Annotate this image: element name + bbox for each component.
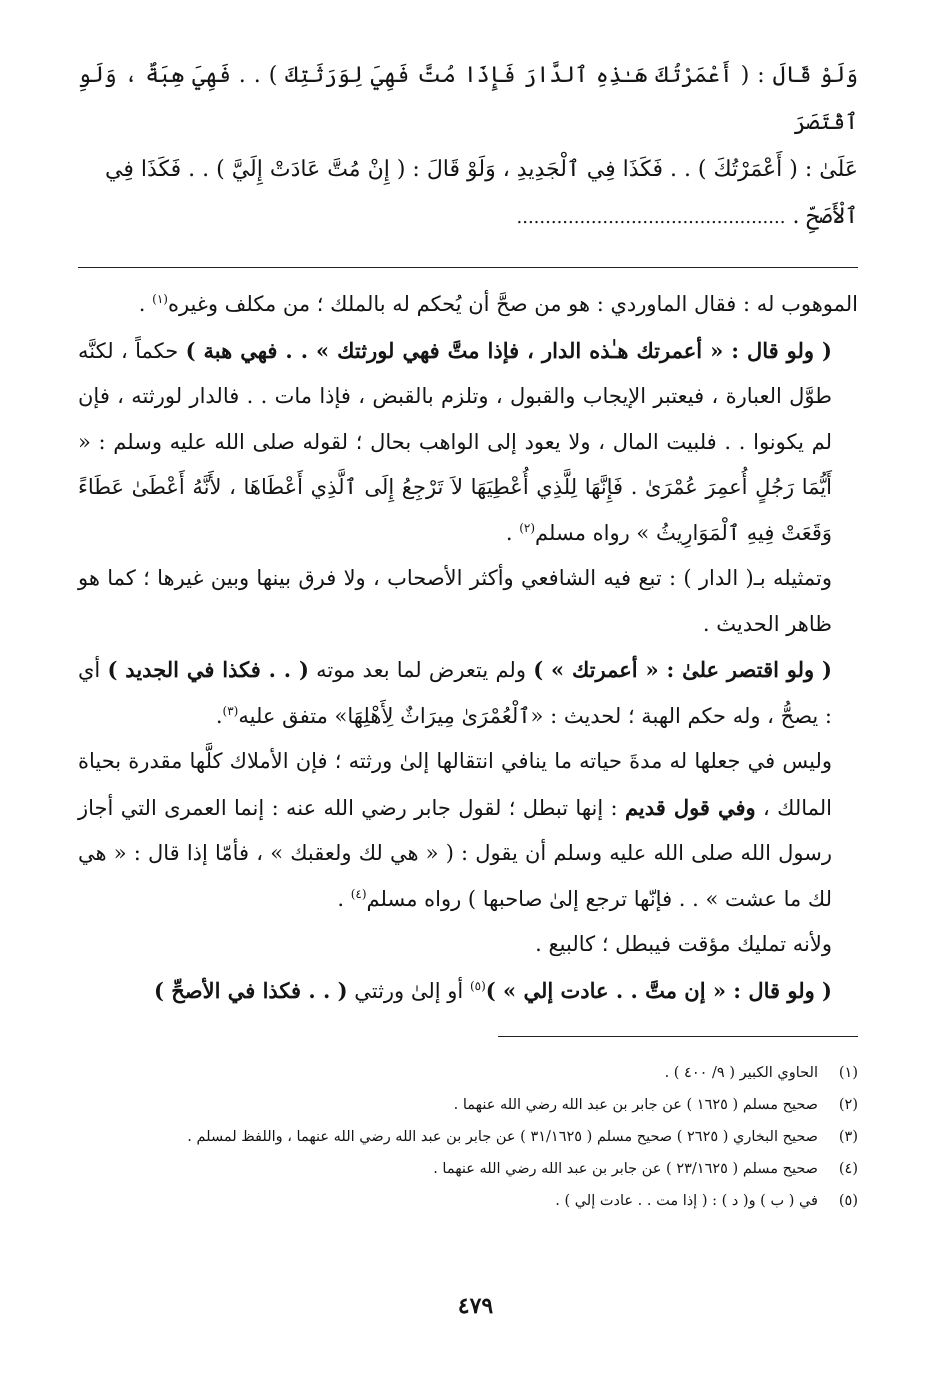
sharh-paragraph-3: وتمثيله بـ( الدار ) : تبع فيه الشافعي وأكثر الأصحاب ، ولا فرق بينها وبين غيرها ؛ كما هو ظاهر الحديث . bbox=[78, 566, 832, 636]
footnote-text: صحيح البخاري ( ٢٦٢٥ ) صحيح مسلم ( ٣١/١٦٢٥ ) عن جابر بن عبد الله رضي الله عنهما ، واللفظ لمسلم . bbox=[187, 1129, 818, 1145]
footnote-item bbox=[78, 1057, 858, 1089]
sharh-paragraph-1 bbox=[78, 282, 858, 328]
sharh-p5-end: . bbox=[337, 886, 351, 911]
sharh-paragraph-5 bbox=[78, 739, 858, 922]
footnotes bbox=[78, 1057, 858, 1217]
sharh-p7-bold-b: ( . . فكذا في الأصحِّ ) bbox=[153, 977, 348, 1003]
footnote-ref-2: (٢) bbox=[519, 520, 536, 535]
sharh-p4-rest: أي : يصحُّ ، وله حكم الهبة ؛ لحديث : «ٱلْعُمْرَىٰ مِيرَاثٌ لِأَهْلِهَا» متفق عليه bbox=[78, 658, 832, 728]
footnote-number: (٤) bbox=[838, 1161, 858, 1177]
matn-dots: ............................................... bbox=[516, 207, 786, 228]
footnote-item bbox=[78, 1089, 858, 1121]
sharh-p4-bold-a: ( ولو اقتصر علىٰ : « أعمرتك » ) bbox=[533, 657, 832, 682]
footnote-item bbox=[78, 1185, 858, 1217]
footnote-item bbox=[78, 1153, 858, 1185]
sharh-p1-end: . bbox=[138, 292, 153, 316]
sharh-p5-bold: وفي قول قديم bbox=[624, 794, 756, 820]
footnote-ref-5: (٥) bbox=[469, 978, 486, 993]
sharh-p2-end: . bbox=[505, 520, 520, 545]
sharh-p2-bold: ( ولو قال : « أعمرتك هـٰذه الدار ، فإذا متَّ فهي لورثتك » . . فهي هبة ) bbox=[185, 337, 832, 363]
sharh-p4-bold-b: ( . . فكذا في الجديد ) bbox=[107, 657, 309, 682]
sharh-paragraph-7 bbox=[78, 968, 858, 1015]
sharh-p4-end: . bbox=[215, 703, 223, 728]
matn-line-3-text: ٱلْأَصَحِّ . bbox=[792, 204, 858, 229]
sharh-paragraph-4 bbox=[78, 647, 858, 739]
footnote-text: صحيح مسلم ( ٢٣/١٦٢٥ ) عن جابر بن عبد الله رضي الله عنهما . bbox=[433, 1161, 818, 1177]
footnote-number: (٥) bbox=[838, 1193, 858, 1209]
matn-divider bbox=[78, 267, 858, 268]
footnote-item bbox=[78, 1121, 858, 1153]
sharh-p2-rest: حكماً ، لكنَّه طوَّل العبارة ، فيعتبر الإيجاب والقبول ، وتلزم بالقبض ، فإذا مات . . فالدار لورثته ، فإن لم يكونوا . . فلبيت المال ، ولا يعود إلى الواهب بحال ؛ لقوله صلى الله عليه وسلم : « أَيُّمَا رَجُلٍ أُعمِرَ عُمْرَىٰ . فَإِنَّهَا لِلَّذِي أُعْطِيَهَا لاَ تَرْجِعُ إِلَى ٱلَّذِي أَعْطَاهَا ، لأَنَّهُ أَعْطَىٰ عَطَاءً وَقَعَتْ فِيهِ ٱلْمَوَارِيثُ » رواه مسلم bbox=[78, 338, 832, 545]
matn-line-2: عَلَىٰ : ( أَعْمَرْتُكَ ) . . فَكَذَا فِي ٱلْجَدِيدِ ، وَلَوْ قَالَ : ( إِنْ مُتَّ عَادَتْ إِلَيَّ ) . . فَكَذَا فِي bbox=[105, 157, 858, 182]
footnote-ref-3: (٣) bbox=[222, 703, 239, 718]
matn-text bbox=[78, 52, 858, 241]
sharh-p1-text: الموهوب له : فقال الماوردي : هو من صحَّ أن يُحكم له بالملك ؛ من مكلف وغيره bbox=[167, 292, 858, 316]
matn-line-3 bbox=[78, 193, 858, 241]
page-body bbox=[78, 52, 858, 1217]
sharh-p4-mid: ولم يتعرض لما بعد موته bbox=[308, 658, 534, 682]
matn-line-1: وَلَوْ قَالَ : ( أَعْمَرْتُكَ هَـٰذِهِ ٱلدَّارَ فَإِذَا مُتَّ فَهِيَ لِوَرَثَتِكَ ) . . فَهِيَ هِبَةٌ ، وَلَوِ ٱقْتَصَرَ bbox=[78, 63, 858, 135]
footnote-ref-4: (٤) bbox=[350, 886, 367, 901]
sharh-p7-bold-a: ( ولو قال : « إن متَّ . . عادت إلي » ) bbox=[485, 977, 832, 1003]
footnote-text: صحيح مسلم ( ١٦٢٥ ) عن جابر بن عبد الله رضي الله عنهما . bbox=[453, 1097, 818, 1113]
footnote-divider bbox=[498, 1036, 858, 1037]
footnote-text: في ( ب ) و( د ) : ( إذا مت . . عادت إلي ) . bbox=[555, 1193, 818, 1209]
footnote-text: الحاوي الكبير ( ٩/ ٤٠٠ ) . bbox=[664, 1065, 818, 1081]
sharh-p5-a: وليس في جعلها له مدةَ حياته ما ينافي انتقالها إلىٰ ورثته ؛ فإن الأملاك كلَّها مقدرة بحياة المالك ، bbox=[78, 749, 832, 820]
page-number: ٤٧٩ bbox=[457, 1293, 494, 1319]
sharh-paragraph-2 bbox=[78, 328, 858, 557]
sharh-p5-b: : إنها تبطل ؛ لقول جابر رضي الله عنه : إنما العمرى التي أجاز رسول الله صلى الله عليه وسلم أن يقول : ( « هي لك ولعقبك » ، فأمّا إذا قال : « هي لك ما عشت » . . فإنّها ترجع إلىٰ صاحبها ) رواه مسلم bbox=[78, 795, 832, 911]
sharh-text bbox=[78, 282, 858, 1014]
footnote-number: (١) bbox=[838, 1065, 858, 1081]
footnote-ref-1: (١) bbox=[152, 292, 168, 306]
footnote-number: (٢) bbox=[838, 1097, 858, 1113]
sharh-paragraph-6: ولأنه تمليك مؤقت فيبطل ؛ كالبيع . bbox=[535, 932, 832, 956]
footnote-number: (٣) bbox=[838, 1129, 858, 1145]
sharh-p7-mid: أو إلىٰ ورثتي bbox=[347, 978, 470, 1003]
